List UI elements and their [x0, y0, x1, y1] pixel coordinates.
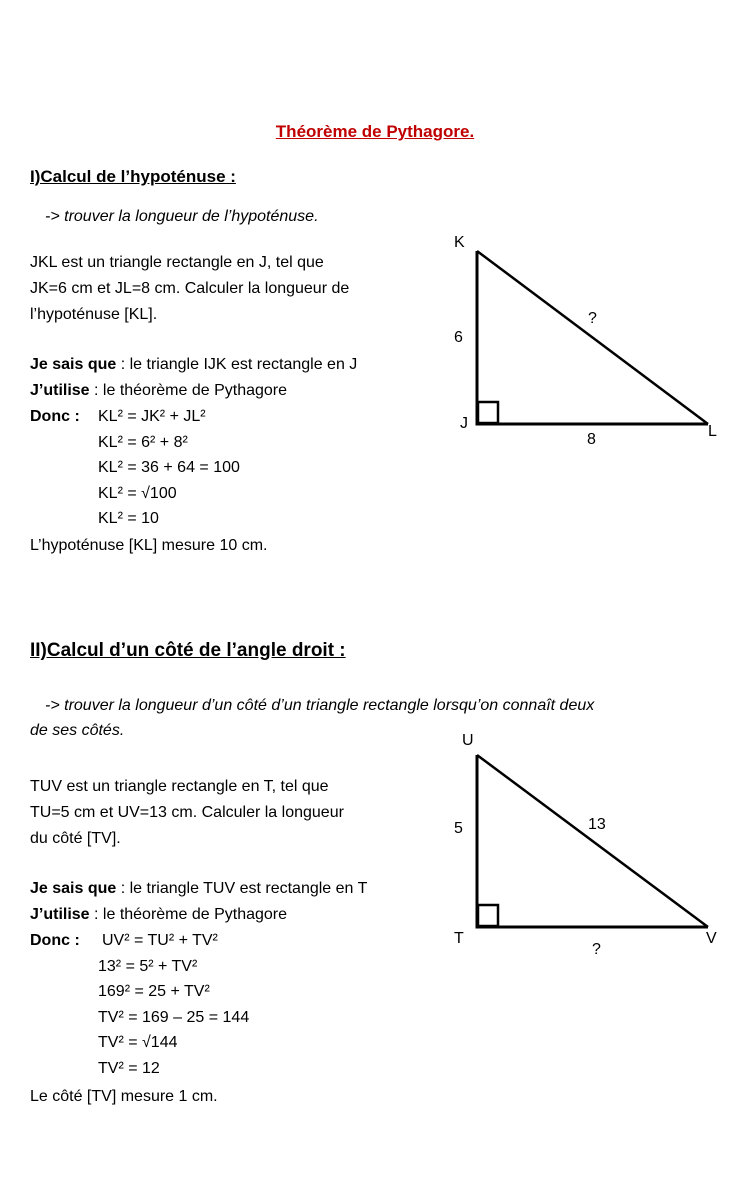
use-text: : le théorème de Pythagore [89, 906, 288, 923]
section-2-instruction-line-1: -> trouver la longueur d’un côté d’un triangle rectangle lorsqu’on connaît deux [45, 697, 595, 714]
triangle-hypotenuse [477, 251, 708, 424]
know-text: : le triangle TUV est rectangle en T [116, 880, 368, 897]
use-line [30, 378, 357, 404]
triangle-hypotenuse [477, 755, 708, 927]
section-2-reasoning [30, 876, 367, 928]
step-line: KL² = √100 [98, 484, 177, 502]
vertex-label-j: J [460, 415, 468, 432]
right-angle-mark [478, 402, 498, 423]
section-1-instruction: -> trouver la longueur de l’hypoténuse. [45, 208, 319, 225]
triangle-jkl-figure [440, 225, 740, 455]
page-title: Théorème de Pythagore. [275, 122, 475, 141]
side-label-uv: 13 [588, 816, 606, 833]
step-line: KL² = 10 [98, 510, 159, 527]
problem-line: TUV est un triangle rectangle en T, tel que [30, 778, 329, 795]
side-label-tv: ? [592, 941, 601, 958]
section-2-conclusion: Le côté [TV] mesure 1 cm. [30, 1088, 218, 1105]
section-2-instruction-line-2: de ses côtés. [30, 722, 125, 739]
side-label-jk: 6 [454, 329, 463, 346]
section-1-conclusion: L’hypoténuse [KL] mesure 10 cm. [30, 537, 268, 554]
problem-line: du côté [TV]. [30, 830, 121, 847]
step-line: KL² = 36 + 64 = 100 [98, 459, 240, 476]
side-label-kl: ? [588, 310, 597, 327]
step-line: 169² = 25 + TV² [98, 983, 210, 1000]
know-line [30, 876, 367, 902]
therefore-label: Donc : [30, 408, 80, 425]
side-label-jl: 8 [587, 431, 596, 448]
triangle-tuv-figure [440, 725, 740, 960]
step-line: TV² = 12 [98, 1059, 160, 1077]
problem-line: l’hypoténuse [KL]. [30, 306, 158, 323]
therefore-label: Donc : [30, 932, 80, 949]
section-2-steps [98, 928, 249, 1081]
problem-line: TU=5 cm et UV=13 cm. Calculer la longueur [30, 804, 344, 821]
section-1-heading: I)Calcul de l’hypoténuse : [30, 167, 236, 186]
step-line: 13² = 5² + TV² [98, 957, 198, 975]
know-text: : le triangle IJK est rectangle en J [116, 356, 358, 373]
section-1-steps [98, 404, 240, 532]
use-label: J’utilise [30, 382, 90, 399]
step-line: TV² = 169 – 25 = 144 [98, 1008, 250, 1026]
section-2-problem [30, 774, 344, 852]
side-label-tu: 5 [454, 820, 463, 837]
section-2-heading: II)Calcul d’un côté de l’angle droit : [30, 640, 346, 661]
step-line: TV² = √144 [98, 1034, 178, 1051]
problem-line: JK=6 cm et JL=8 cm. Calculer la longueur de [30, 280, 350, 297]
problem-line: JKL est un triangle rectangle en J, tel que [30, 254, 324, 271]
step-line: KL² = JK² + JL² [98, 408, 206, 425]
step-line: UV² = TU² + TV² [102, 932, 218, 949]
section-1-reasoning [30, 352, 357, 404]
know-label: Je sais que [30, 880, 117, 897]
use-line [30, 902, 367, 928]
vertex-label-k: K [454, 234, 465, 251]
know-label: Je sais que [30, 356, 117, 373]
section-1-problem [30, 250, 349, 328]
step-line: KL² = 6² + 8² [98, 433, 188, 451]
vertex-label-v: V [706, 930, 717, 947]
vertex-label-u: U [462, 732, 474, 749]
vertex-label-l: L [708, 423, 717, 440]
vertex-label-t: T [454, 930, 464, 947]
right-angle-mark [478, 905, 498, 926]
use-text: : le théorème de Pythagore [89, 382, 288, 399]
know-line [30, 352, 357, 378]
use-label: J’utilise [30, 906, 90, 923]
